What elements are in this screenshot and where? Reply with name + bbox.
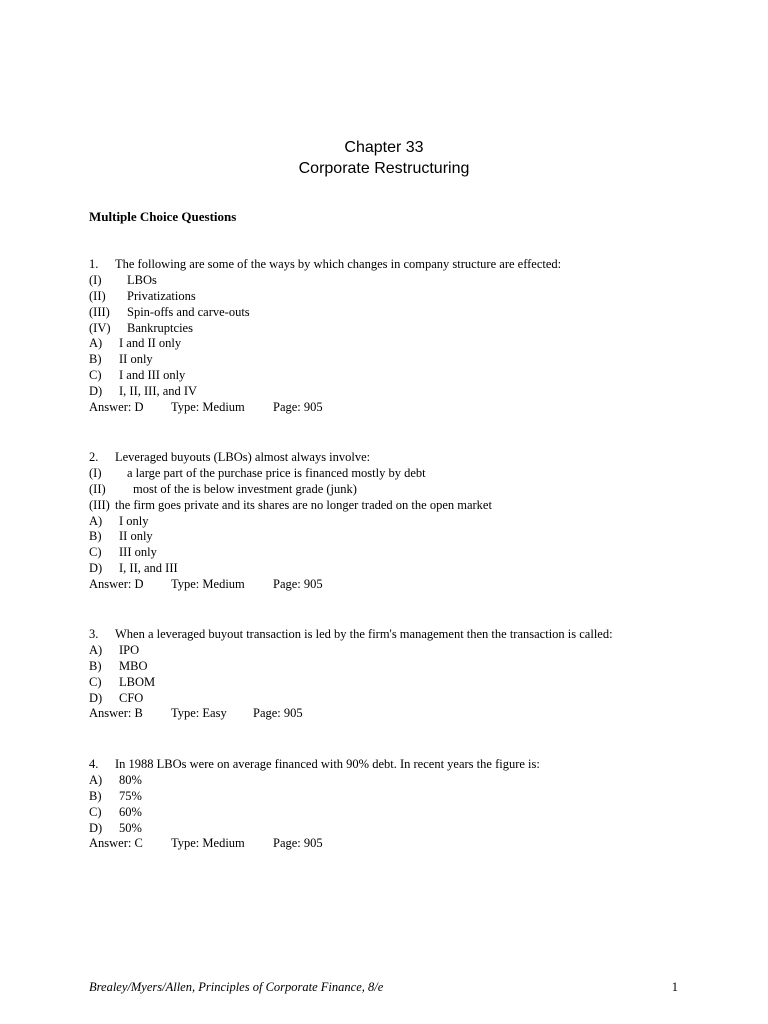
page-number: 1: [671, 980, 678, 994]
question-type: Type: Medium: [171, 577, 245, 592]
answer-option: D) 50%: [89, 820, 142, 835]
roman-item: (III) Spin-offs and carve-outs: [89, 304, 250, 319]
question-type: Type: Medium: [171, 836, 245, 851]
answer-option: B) II only: [89, 352, 153, 367]
answer-option: C) LBOM: [89, 674, 156, 689]
question-type: Type: Medium: [171, 400, 245, 415]
question-page: Page: 905: [273, 577, 323, 592]
chapter-title: Corporate Restructuring: [298, 160, 470, 177]
answer-letter: Answer: B: [89, 706, 143, 721]
section-title: Multiple Choice Questions: [89, 209, 237, 224]
question-page: Page: 905: [253, 706, 303, 721]
question-stem: 2. Leveraged buyouts (LBOs) almost always involve:: [89, 450, 371, 464]
question-3: [89, 627, 613, 722]
answer-option: A) IPO: [89, 642, 140, 657]
roman-item: (III) the firm goes private and its shares are no longer traded on the open market: [89, 497, 492, 512]
question-stem: 1. The following are some of the ways by which changes in company structure are effected:: [89, 257, 562, 271]
answer-option: A) 80%: [89, 772, 142, 787]
answer-option: A) I and II only: [89, 336, 182, 351]
answer-letter: Answer: C: [89, 836, 143, 851]
answer-key: [89, 400, 561, 416]
question-4: [89, 757, 540, 852]
roman-item: (IV) Bankruptcies: [89, 320, 193, 335]
footer-source: Brealey/Myers/Allen, Principles of Corporate Finance, 8/e: [89, 980, 384, 994]
answer-letter: Answer: D: [89, 400, 144, 415]
question-page: Page: 905: [273, 400, 323, 415]
answer-option: B) MBO: [89, 658, 148, 673]
answer-option: D) I, II, and III: [89, 561, 178, 576]
roman-item: (II) Privatizations: [89, 288, 196, 303]
question-stem: 3. When a leveraged buyout transaction is led by the firm's management then the transaction is called:: [89, 627, 613, 641]
question-stem: 4. In 1988 LBOs were on average financed with 90% debt. In recent years the figure is:: [89, 757, 540, 771]
question-1: [89, 257, 561, 416]
answer-key: [89, 706, 613, 722]
answer-option: B) 75%: [89, 788, 142, 803]
answer-option: A) I only: [89, 513, 149, 528]
answer-key: [89, 836, 540, 852]
answer-option: B) II only: [89, 529, 153, 544]
answer-option: C) I and III only: [89, 368, 186, 383]
answer-option: D) I, II, III, and IV: [89, 384, 198, 399]
answer-option: C) 60%: [89, 804, 142, 819]
question-2: [89, 450, 492, 593]
answer-letter: Answer: D: [89, 577, 144, 592]
answer-option: D) CFO: [89, 690, 144, 705]
question-page: Page: 905: [273, 836, 323, 851]
chapter-number: Chapter 33: [344, 139, 424, 156]
roman-item: (II) most of the is below investment grade (junk): [89, 481, 357, 496]
answer-option: C) III only: [89, 545, 157, 560]
chapter-header: [0, 137, 768, 179]
answer-key: [89, 577, 492, 593]
roman-item: (I) a large part of the purchase price is financed mostly by debt: [89, 465, 426, 480]
question-type: Type: Easy: [171, 706, 227, 721]
roman-item: (I) LBOs: [89, 272, 157, 287]
